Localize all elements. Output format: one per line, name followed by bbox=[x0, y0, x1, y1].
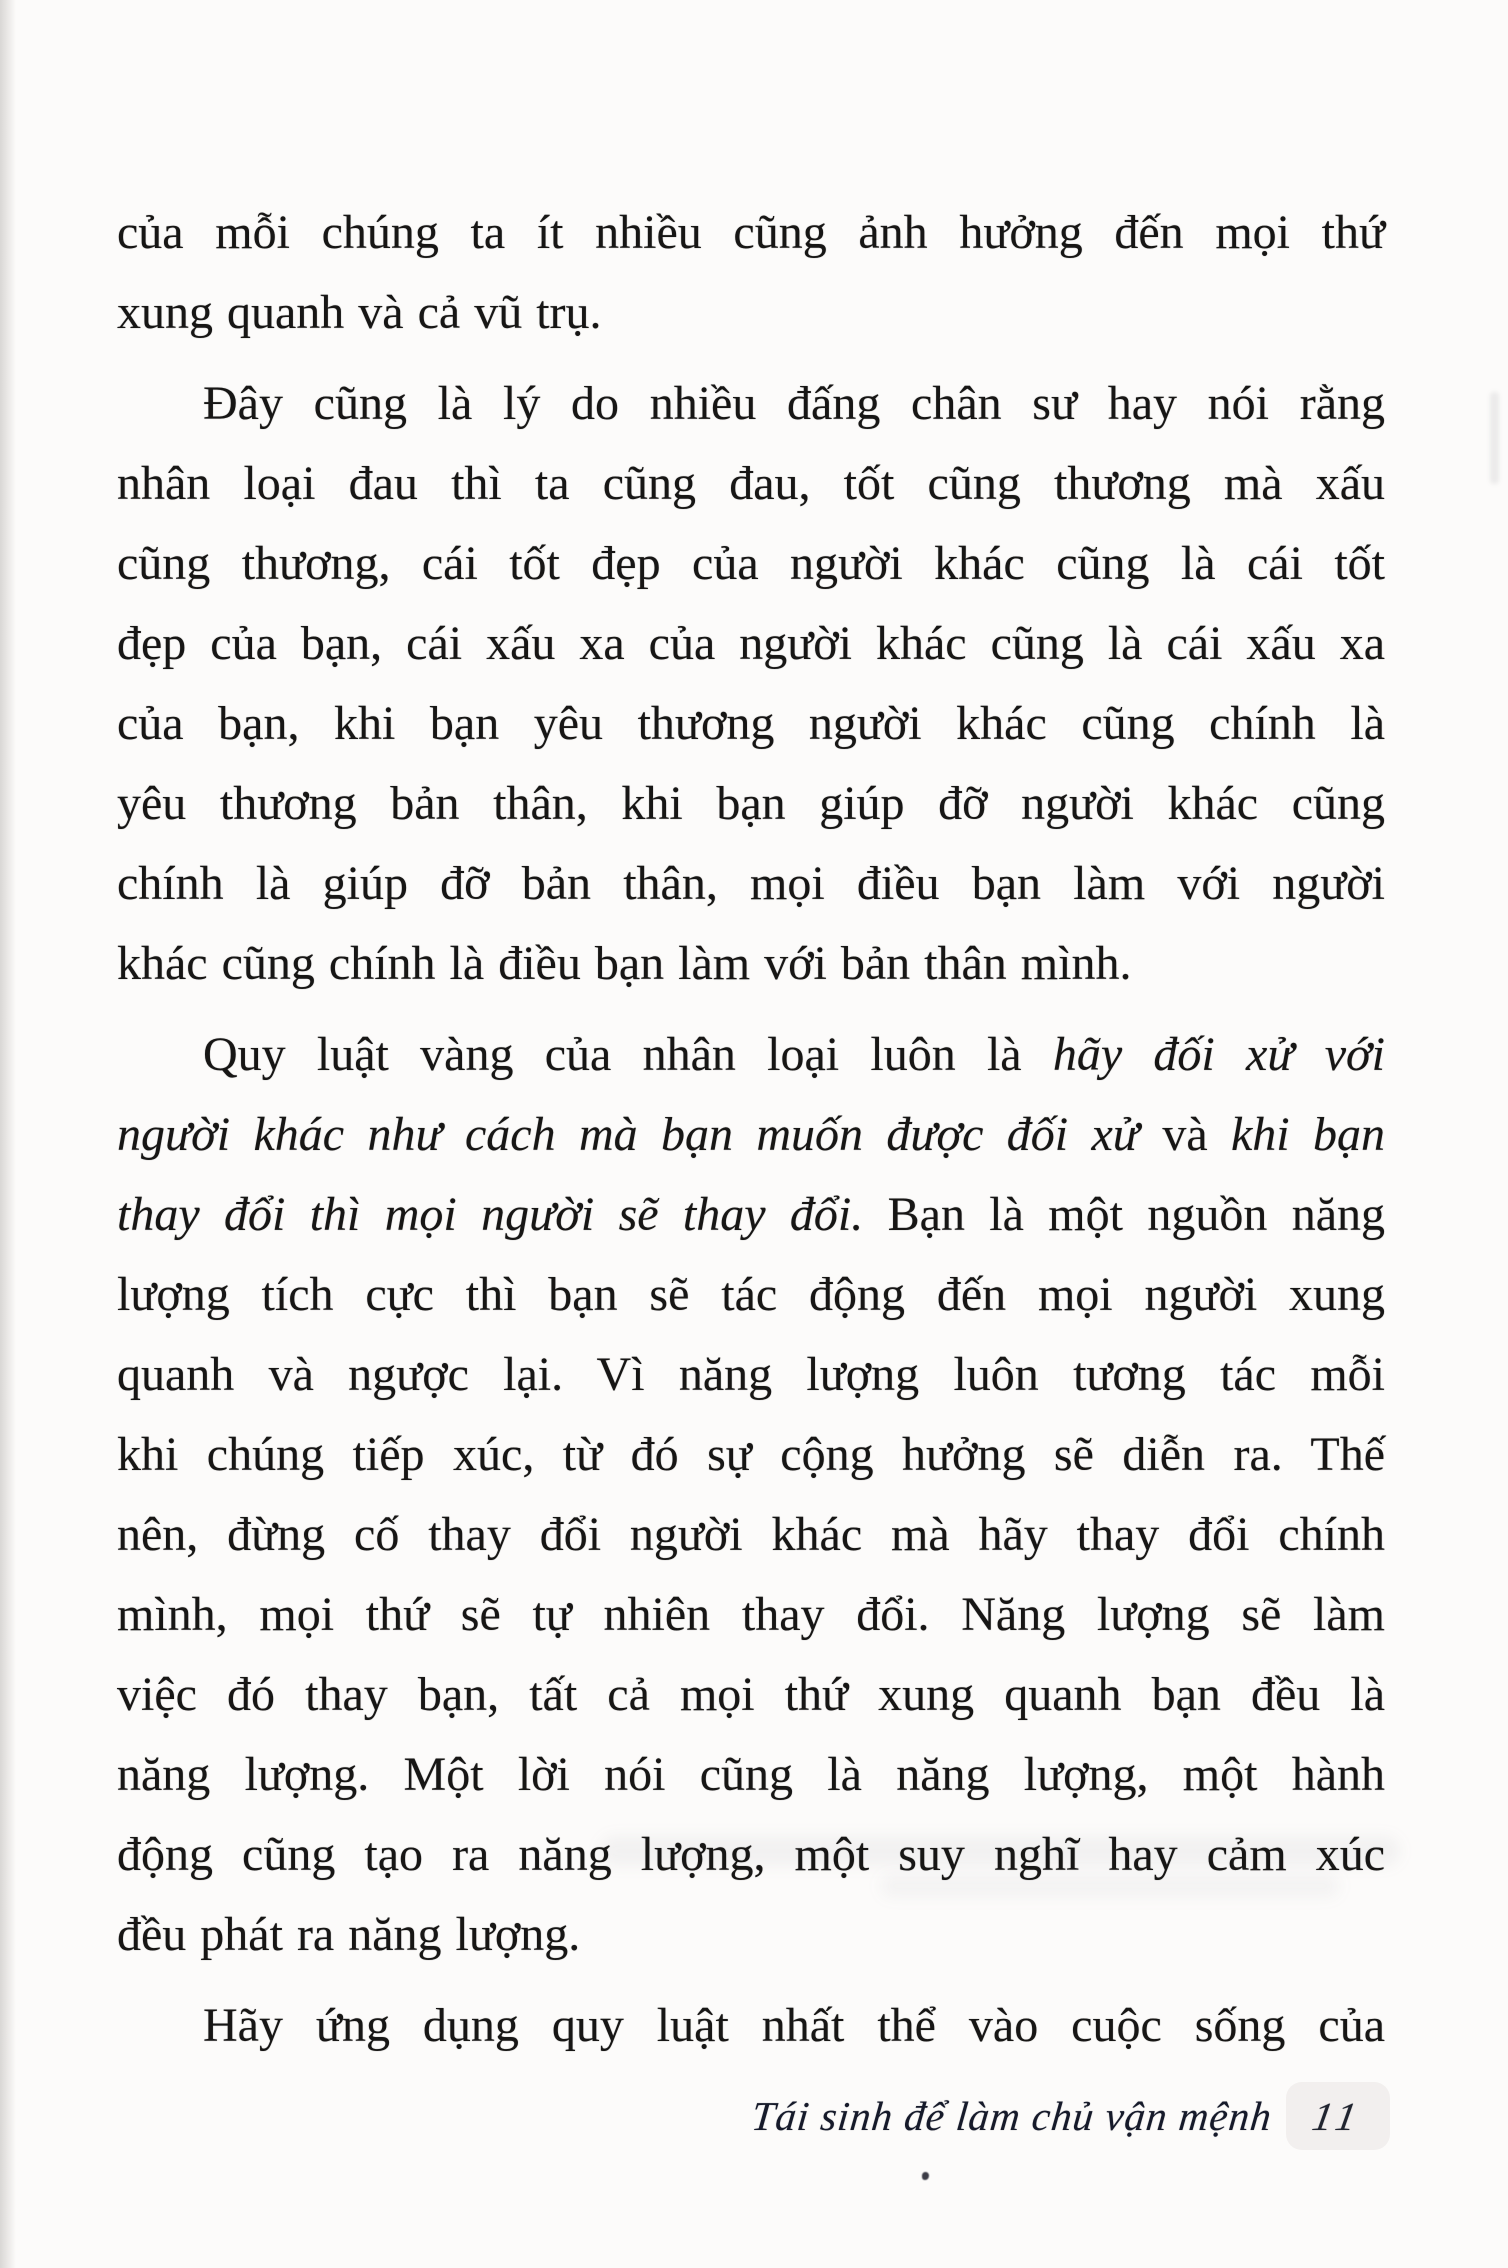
italic-text-segment: khi bạn bbox=[1231, 1108, 1385, 1161]
text-segment: của bạn, khi bạn yêu thương người khác cũng chính là bbox=[117, 697, 1385, 750]
text-segment: Quy luật vàng của nhân loại luôn là bbox=[203, 1028, 1053, 1081]
body-text bbox=[117, 193, 1385, 2066]
running-footer bbox=[749, 2082, 1390, 2150]
italic-text-segment: thay đổi thì mọi người sẽ thay đổi. bbox=[117, 1188, 864, 1241]
text-segment: mình, mọi thứ sẽ tự nhiên thay đổi. Năng lượng sẽ làm bbox=[117, 1588, 1385, 1641]
page-number: 11 bbox=[1309, 2093, 1367, 2139]
text-line bbox=[117, 1255, 1385, 1335]
text-line bbox=[117, 1415, 1385, 1495]
text-segment: năng lượng. Một lời nói cũng là năng lượng, một hành bbox=[117, 1748, 1385, 1801]
text-segment: và bbox=[1138, 1108, 1231, 1161]
italic-text-segment: hãy đối xử với bbox=[1052, 1028, 1386, 1081]
text-segment: chính là giúp đỡ bản thân, mọi điều bạn làm với người bbox=[117, 857, 1385, 910]
text-line bbox=[117, 1735, 1385, 1815]
text-segment: cũng thương, cái tốt đẹp của người khác cũng là cái tốt bbox=[117, 537, 1385, 590]
text-line bbox=[117, 1575, 1385, 1655]
text-line bbox=[117, 604, 1385, 684]
text-segment: yêu thương bản thân, khi bạn giúp đỡ người khác cũng bbox=[117, 777, 1385, 830]
text-line bbox=[117, 273, 1385, 353]
text-line bbox=[117, 924, 1385, 1004]
text-segment: đẹp của bạn, cái xấu xa của người khác cũng là cái xấu xa bbox=[117, 617, 1385, 670]
running-footer-title: Tái sinh để làm chủ vận mệnh bbox=[749, 2093, 1275, 2139]
text-segment: lượng tích cực thì bạn sẽ tác động đến mọi người xung bbox=[117, 1268, 1385, 1321]
text-segment: đều phát ra năng lượng. bbox=[117, 1908, 581, 1961]
text-line bbox=[117, 684, 1385, 764]
text-line bbox=[117, 444, 1385, 524]
text-line bbox=[117, 764, 1385, 844]
text-line bbox=[117, 1095, 1385, 1175]
text-line bbox=[117, 193, 1385, 273]
text-line bbox=[117, 1335, 1385, 1415]
text-line bbox=[117, 1495, 1385, 1575]
italic-text-segment: người khác như cách mà bạn muốn được đối xử bbox=[117, 1108, 1139, 1161]
text-segment: Đây cũng là lý do nhiều đấng chân sư hay nói rằng bbox=[203, 377, 1385, 430]
text-segment: của mỗi chúng ta ít nhiều cũng ảnh hưởng đến mọi thứ bbox=[117, 206, 1385, 259]
text-segment: xung quanh và cả vũ trụ. bbox=[117, 286, 602, 339]
text-line bbox=[117, 1986, 1385, 2066]
text-segment: khi chúng tiếp xúc, từ đó sự cộng hưởng sẽ diễn ra. Thế bbox=[117, 1428, 1385, 1481]
text-line bbox=[117, 844, 1385, 924]
page-edge-shadow bbox=[0, 0, 16, 2268]
text-line bbox=[117, 1655, 1385, 1735]
text-segment: nên, đừng cố thay đổi người khác mà hãy thay đổi chính bbox=[117, 1508, 1385, 1561]
text-segment: nhân loại đau thì ta cũng đau, tốt cũng thương mà xấu bbox=[117, 457, 1385, 510]
text-segment: Bạn là một nguồn năng bbox=[863, 1188, 1385, 1241]
text-line bbox=[117, 1175, 1385, 1255]
text-segment: Hãy ứng dụng quy luật nhất thể vào cuộc sống của bbox=[203, 1999, 1385, 2052]
text-segment: khác cũng chính là điều bạn làm với bản thân mình. bbox=[117, 937, 1132, 990]
text-line bbox=[117, 524, 1385, 604]
text-segment: quanh và ngược lại. Vì năng lượng luôn tương tác mỗi bbox=[117, 1348, 1385, 1401]
text-line bbox=[117, 364, 1385, 444]
text-segment: việc đó thay bạn, tất cả mọi thứ xung quanh bạn đều là bbox=[117, 1668, 1385, 1721]
scan-artifact bbox=[1490, 392, 1499, 484]
page-number-badge bbox=[1286, 2082, 1390, 2150]
text-segment: động cũng tạo ra năng lượng, một suy nghĩ hay cảm xúc bbox=[117, 1828, 1385, 1881]
text-line bbox=[117, 1895, 1385, 1975]
text-line bbox=[117, 1815, 1385, 1895]
ink-dot bbox=[922, 2172, 929, 2180]
text-line bbox=[117, 1015, 1385, 1095]
